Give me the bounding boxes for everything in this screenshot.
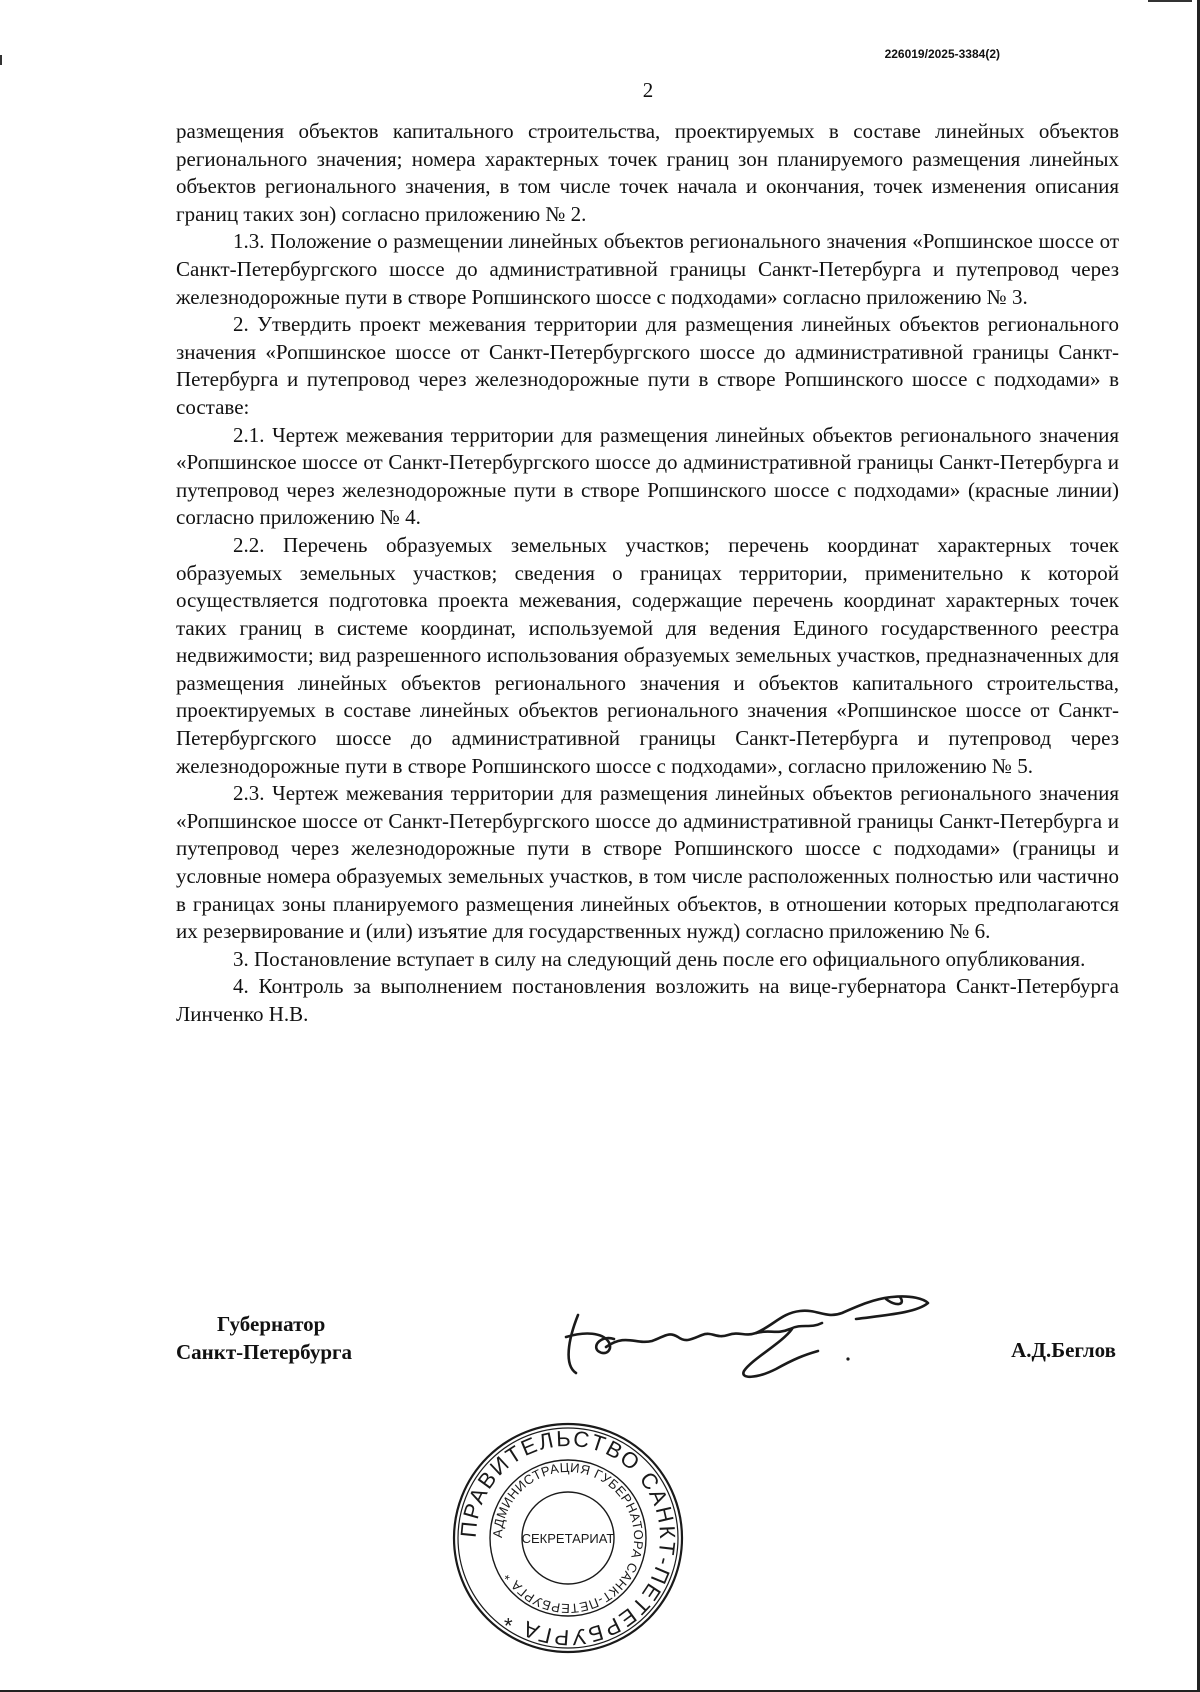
signer-name: А.Д.Беглов: [1011, 1338, 1116, 1362]
scan-left-tick: [0, 55, 2, 65]
paragraph-1-3: 1.3. Положение о размещении линейных объектов регионального значения «Ропшинское шоссе от Санкт-Петербургского шоссе до административной границы Санкт-Петербурга и путепровод через железнодорожные пути в створе Ропшинского шоссе с подходами» согласно приложению № 3.: [176, 229, 1119, 309]
document-number: 226019/2025-3384(2): [884, 47, 1000, 61]
stamp-outer-ring-text: ПРАВИТЕЛЬСТВО САНКТ-ПЕТЕРБУРГА *: [455, 1425, 681, 1651]
stamp-center-label: СЕКРЕТАРИАТ: [521, 1531, 615, 1546]
paragraph-2-2: 2.2. Перечень образуемых земельных участков; перечень координат характерных точек образуемых земельных участков; сведения о границах территории, применительно к которой осуществляется подготовка проекта межевания, содержащие перечень координат характерных точек таких границ в системе координат, используемой для ведения Единого государственного реестра недвижимости; вид разрешенного использования образуемых земельных участков, предназначенных для размещения линейных объектов регионального значения и объектов капитального строительства, проектируемых в составе линейных объектов регионального значения «Ропшинское шоссе от Санкт-Петербургского шоссе до административной границы Санкт-Петербурга и путепровод через железнодорожные пути в створе Ропшинского шоссе с подходами», согласно приложению № 5.: [176, 532, 1119, 778]
paragraph-3: 3. Постановление вступает в силу на следующий день после его официального опубликования.: [233, 946, 1086, 971]
official-seal-stamp: [448, 1418, 688, 1658]
signer-title-line2: Санкт-Петербурга: [176, 1340, 353, 1364]
paragraph-2-1: 2.1. Чертеж межевания территории для размещения линейных объектов регионального значения «Ропшинское шоссе от Санкт-Петербургского шоссе до административной границы Санкт-Петербурга и путепровод через железнодорожные пути в створе Ропшинского шоссе с подходами» (красные линии) согласно приложению № 4.: [176, 422, 1119, 530]
signer-title-line1: Губернатор: [217, 1312, 326, 1336]
paragraph-2-3: 2.3. Чертеж межевания территории для размещения линейных объектов регионального значения «Ропшинское шоссе от Санкт-Петербургского шоссе до административной границы Санкт-Петербурга и путепровод через железнодорожные пути в створе Ропшинского шоссе с подходами» (границы и условные номера образуемых земельных участков, в том числе расположенных полностью или частично в границах зоны планируемого размещения линейных объектов, в отношении которых предполагаются их резервирование и (или) изъятие для государственных нужд) согласно приложению № 6.: [176, 781, 1119, 944]
scan-corner-mark: [1148, 0, 1192, 2]
paragraph-continuation: размещения объектов капитального строительства, проектируемых в составе линейных объектов регионального значения; номера характерных точек границ зон планируемого размещения линейных объектов регионального значения, в том числе точек начала и окончания, точек изменения описания границ таких зон) согласно приложению № 2.: [176, 119, 1119, 226]
paragraph-4: 4. Контроль за выполнением постановления возложить на вице-губернатора Санкт-Петербурга Линченко Н.В.: [176, 974, 1119, 1026]
page-number: 2: [642, 78, 654, 102]
stamp-inner-ring-text: АДМИНИСТРАЦИЯ ГУБЕРНАТОРА САНКТ-ПЕТЕРБУРГА *: [489, 1459, 647, 1617]
handwritten-signature: [556, 1285, 946, 1385]
signer-title: [176, 1310, 352, 1366]
document-body: [176, 118, 1119, 1029]
paragraph-2: 2. Утвердить проект межевания территории для размещения линейных объектов регионального значения «Ропшинское шоссе от Санкт-Петербургского шоссе до административной границы Санкт-Петербурга и путепровод через железнодорожные пути в створе Ропшинского шоссе с подходами» в составе:: [176, 312, 1119, 419]
